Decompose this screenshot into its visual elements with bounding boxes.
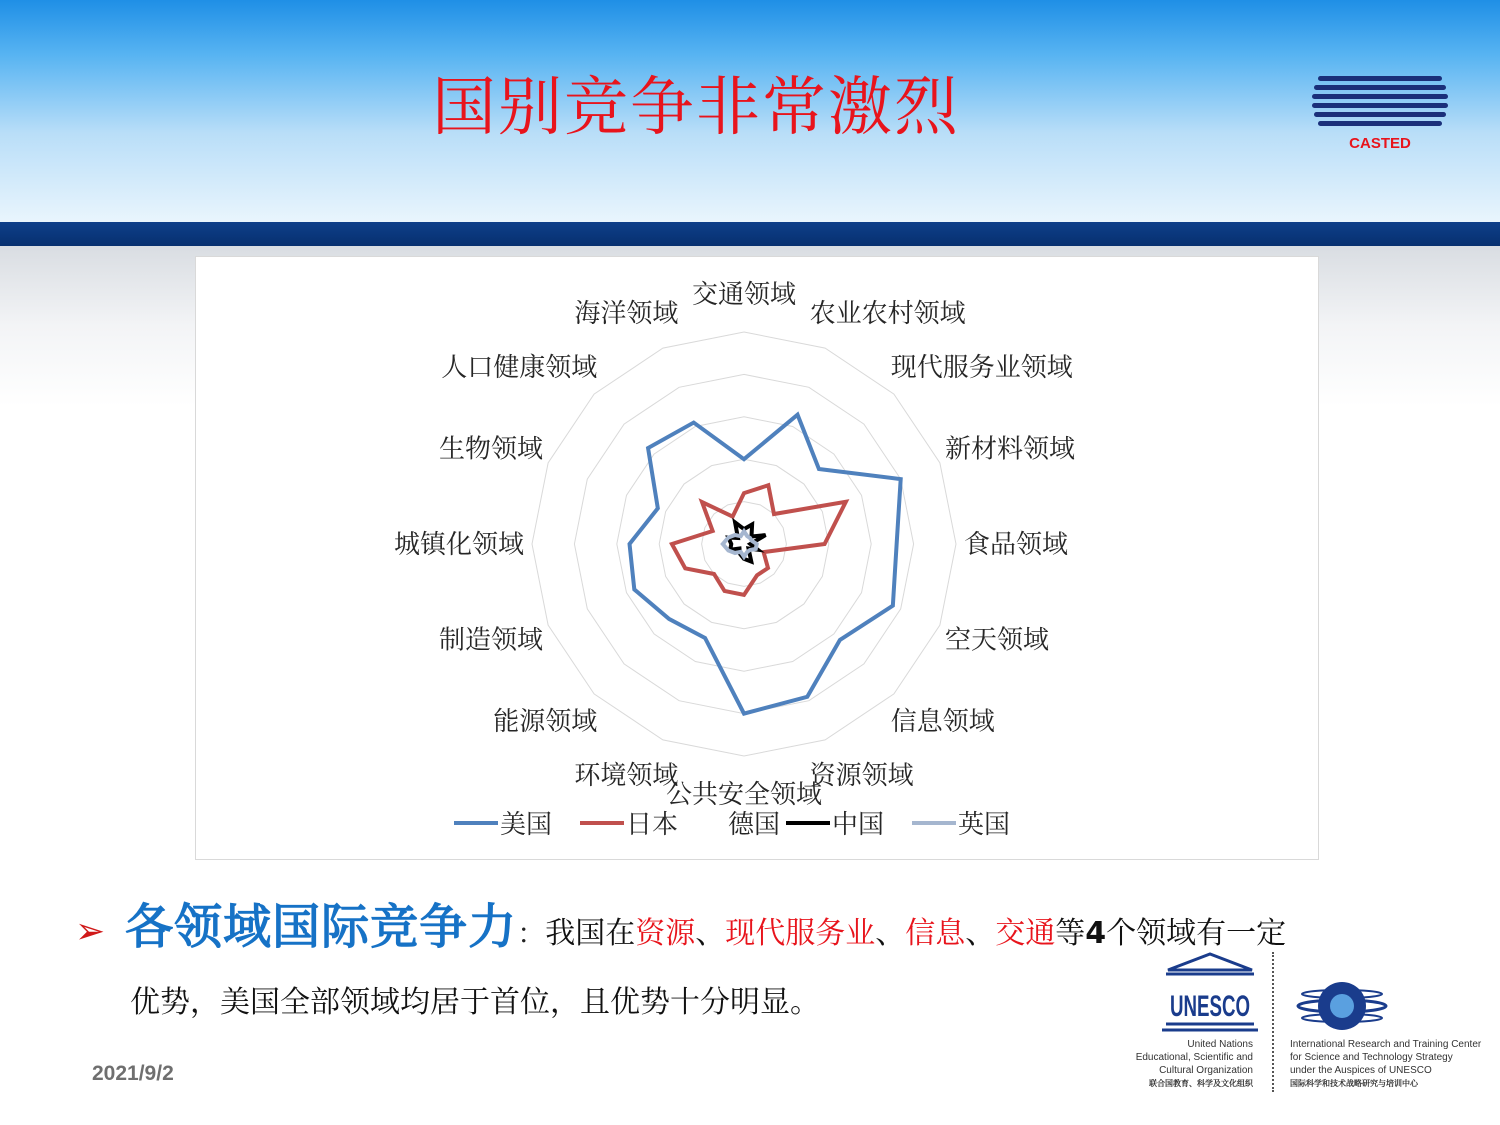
- caption-line: United Nations: [1187, 1039, 1253, 1050]
- text-pre: 我国在: [545, 916, 636, 951]
- casted-logo: [1310, 72, 1450, 152]
- count-number: 4: [1085, 916, 1107, 951]
- radar-category-label: 现代服务业领域: [890, 353, 1073, 384]
- caption-line: under the Auspices of UNESCO: [1290, 1065, 1432, 1076]
- radar-category-label: 能源领域: [493, 706, 598, 737]
- casted-logo-stripe: [1314, 85, 1446, 90]
- separator: 、: [875, 916, 906, 951]
- radar-chart: [195, 256, 1319, 860]
- caption-line-cn: 联合国教育、科学及文化组织: [1149, 1079, 1253, 1088]
- legend-label: 英国: [958, 810, 1011, 840]
- casted-logo-stripe: [1312, 94, 1448, 99]
- bullet-heading: 各领域国际竞争力: [125, 899, 518, 955]
- radar-grid-ring: [659, 459, 829, 629]
- irtc-globe-icon: [1298, 982, 1386, 1030]
- legend-label: 日本: [626, 810, 679, 840]
- radar-category-label: 公共安全领域: [665, 780, 823, 810]
- radar-category-label: 信息领域: [890, 706, 995, 737]
- unesco-caption: [1120, 1038, 1253, 1090]
- separator: 、: [965, 916, 996, 951]
- radar-category-label: 制造领域: [439, 625, 544, 656]
- separator: 、: [695, 916, 726, 951]
- caption-line: Educational, Scientific and: [1135, 1052, 1253, 1063]
- legend-label: 中国: [832, 810, 885, 840]
- radar-category-label: 食品领域: [964, 530, 1069, 560]
- radar-category-label: 城镇化领域: [393, 530, 524, 560]
- casted-logo-stripe: [1318, 121, 1442, 126]
- text-mid2: 个领域有一定: [1106, 916, 1287, 951]
- highlight-info: 信息: [905, 916, 966, 951]
- caption-line: Cultural Organization: [1159, 1065, 1253, 1076]
- radar-category-label: 海洋领域: [574, 299, 679, 330]
- irtc-caption: [1290, 1038, 1500, 1090]
- radar-category-label: 农业农村领域: [809, 299, 966, 330]
- bullet-colon: ：: [517, 917, 546, 950]
- caption-line: for Science and Technology Strategy: [1290, 1052, 1453, 1063]
- radar-grid-ring: [574, 374, 913, 713]
- radar-category-label: 人口健康领域: [441, 353, 598, 384]
- highlight-resources: 资源: [635, 916, 696, 951]
- slide-title: 国别竞争非常激烈: [432, 71, 960, 145]
- highlight-services: 现代服务业: [725, 916, 876, 951]
- radar-grid-ring: [532, 332, 956, 756]
- radar-category-label: 环境领域: [574, 760, 679, 791]
- radar-category-label: 交通领域: [691, 280, 797, 310]
- highlight-transport: 交通: [995, 916, 1056, 951]
- bullet-point: [75, 888, 1455, 957]
- caption-line-cn: 国际科学和技术战略研究与培训中心: [1290, 1079, 1418, 1088]
- radar-category-label: 空天领域: [944, 625, 1049, 656]
- radar-category-label: 生物领域: [439, 434, 544, 465]
- bullet-line2: 优势，美国全部领域均居于首位，且优势十分明显。: [130, 985, 820, 1020]
- radar-grid-ring: [617, 417, 871, 671]
- slide-date: 2021/9/2: [92, 1062, 174, 1085]
- radar-category-label: 新材料领域: [944, 434, 1075, 465]
- radar-category-label: 资源领域: [809, 760, 914, 791]
- casted-logo-text: CASTED: [1349, 135, 1411, 152]
- bullet-text: [545, 908, 1286, 952]
- caption-line: International Research and Training Center: [1290, 1039, 1482, 1050]
- text-mid: 等: [1055, 916, 1086, 951]
- casted-logo-stripe: [1314, 112, 1446, 117]
- legend-label: 美国: [500, 810, 553, 840]
- unesco-temple-icon: [1162, 954, 1258, 1030]
- header-band: [0, 222, 1500, 246]
- logo-divider: [1272, 952, 1274, 1092]
- casted-logo-stripe: [1312, 103, 1448, 108]
- legend-label: 德国: [728, 810, 781, 840]
- radar-svg: [196, 257, 1318, 859]
- unesco-logo-text: UNESCO: [1170, 990, 1250, 1023]
- arrow-bullet-icon: ➢: [75, 911, 106, 952]
- casted-logo-stripe: [1318, 76, 1442, 81]
